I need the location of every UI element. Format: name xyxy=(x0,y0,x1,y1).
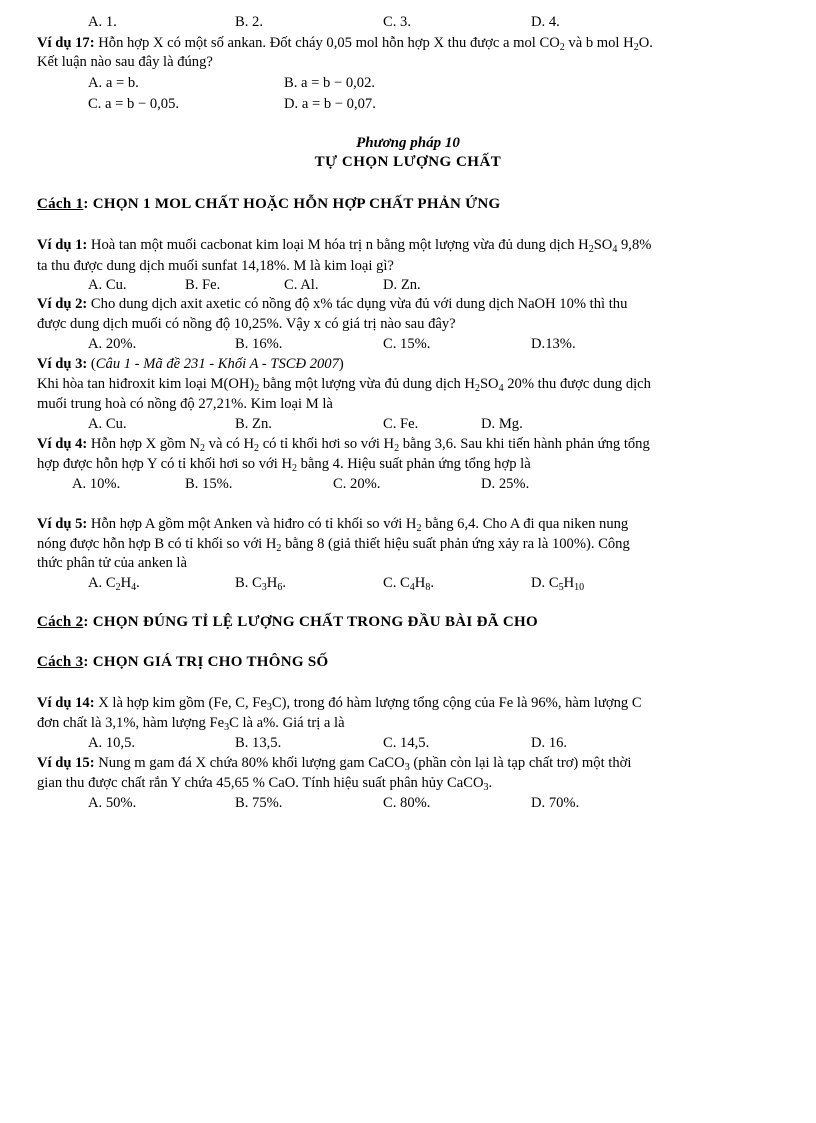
option-b: B. 2. xyxy=(235,14,263,30)
vd15-line-2: gian thu được chất rắn Y chứa 45,65 % CaO. Tính hiệu suất phân hủy CaCO$_3$. xyxy=(37,775,493,793)
vd4-line-1: Ví dụ 4: Hỗn hợp X gồm $N_2$ và có $H_2$ có tỉ khối hơi so với $H_2$ bằng 3,6. Sau khi tiến hành phản ứng tổng xyxy=(37,436,650,454)
vd17-option-c: C. a = b − 0,05. xyxy=(88,96,180,112)
vd15-option-a: A. 50%. xyxy=(88,795,137,811)
vd15-option-d: D. 70%. xyxy=(531,795,580,811)
vd15-option-c: C. 80%. xyxy=(383,795,431,811)
option-d: D. 4. xyxy=(531,14,560,30)
vd3-line-3: muối trung hoà có nồng độ 27,21%. Kim loại M là xyxy=(37,396,333,412)
vd5-line-3: thức phân tử của anken là xyxy=(37,555,187,571)
vd1-line-1: Ví dụ 1: Hoà tan một muối cacbonat kim loại M hóa trị n bằng một lượng vừa đủ dung dịch $H_2SO_4$ 9,8% xyxy=(37,237,652,255)
vd14-option-b: B. 13,5. xyxy=(235,735,282,751)
method-title: Phương pháp 10 xyxy=(356,135,460,151)
vd3-option-d: D. Mg. xyxy=(481,416,523,432)
vd17-label: Ví dụ 17: xyxy=(37,35,95,51)
vd5-line-1: Ví dụ 5: Hỗn hợp A gồm một Anken và hiđro có tỉ khối so với $H_2$ bằng 6,4. Cho A đi qua niken nung xyxy=(37,516,629,534)
vd1-option-d: D. Zn. xyxy=(383,277,421,293)
vd3-option-a: A. Cu. xyxy=(88,416,127,432)
cach3-heading: Cách 3: CHỌN GIÁ TRỊ CHO THÔNG SỐ xyxy=(37,654,329,670)
vd17-option-b: B. a = b − 0,02. xyxy=(284,75,376,91)
vd14-option-a: A. 10,5. xyxy=(88,735,136,751)
vd4-option-d: D. 25%. xyxy=(481,476,530,492)
vd14-option-d: D. 16. xyxy=(531,735,568,751)
vd3-option-b: B. Zn. xyxy=(235,416,272,432)
option-a: A. 1. xyxy=(88,14,117,30)
vd4-line-2: hợp được hỗn hợp Y có tỉ khối hơi so với $H_2$ bằng 4. Hiệu suất phản ứng tổng hợp là xyxy=(37,456,531,474)
vd5-option-c: C. $C_4H_8$. xyxy=(383,575,434,593)
vd5-option-d: D. $C_5H_{10}$ xyxy=(531,575,585,593)
vd14-line-1: Ví dụ 14: X là hợp kim gồm (Fe, C, $Fe_3C$), trong đó hàm lượng tổng cộng của Fe là 96%, hàm lượng C xyxy=(37,695,642,713)
vd17-line-2: Kết luận nào sau đây là đúng? xyxy=(37,54,213,70)
vd5-option-b: B. $C_3H_6$. xyxy=(235,575,286,593)
vd1-line-2: ta thu được dung dịch muối sunfat 14,18%. M là kim loại gì? xyxy=(37,258,394,274)
vd3-reference: Câu 1 - Mã đề 231 - Khối A - TSCĐ 2007 xyxy=(95,356,339,372)
vd1-option-a: A. Cu. xyxy=(88,277,127,293)
cach1-heading: Cách 1: CHỌN 1 MOL CHẤT HOẶC HỖN HỢP CHẤT PHẢN ỨNG xyxy=(37,196,501,212)
vd3-option-c: C. Fe. xyxy=(383,416,419,432)
vd1-option-c: C. Al. xyxy=(284,277,319,293)
vd15-line-1: Ví dụ 15: Nung m gam đá X chứa 80% khối lượng gam CaCO$_3$ (phần còn lại là tạp chất trơ) một thời xyxy=(37,755,632,773)
vd17-line-1: Ví dụ 17: Hỗn hợp X có một số ankan. Đốt cháy 0,05 mol hỗn hợp X thu được a mol $CO_2$ và b mol $H_2O$. xyxy=(37,35,653,53)
vd4-option-c: C. 20%. xyxy=(333,476,381,492)
method-subtitle: TỰ CHỌN LƯỢNG CHẤT xyxy=(314,154,502,170)
cach2-heading: Cách 2: CHỌN ĐÚNG TỈ LỆ LƯỢNG CHẤT TRONG ĐẦU BÀI ĐÃ CHO xyxy=(37,614,538,630)
option-c: C. 3. xyxy=(383,14,411,30)
vd2-option-d: D.13%. xyxy=(531,336,576,352)
vd14-option-c: C. 14,5. xyxy=(383,735,430,751)
vd4-option-a: A. 10%. xyxy=(72,476,121,492)
vd2-option-c: C. 15%. xyxy=(383,336,431,352)
vd5-option-a: A. $C_2H_4$. xyxy=(88,575,140,593)
vd2-option-b: B. 16%. xyxy=(235,336,283,352)
vd3-line-1: Ví dụ 3: (Câu 1 - Mã đề 231 - Khối A - TSCĐ 2007) xyxy=(37,356,344,372)
vd17-option-a: A. a = b. xyxy=(88,75,139,91)
vd15-option-b: B. 75%. xyxy=(235,795,283,811)
vd17-option-d: D. a = b − 0,07. xyxy=(284,96,376,112)
vd2-line-2: được dung dịch muối có nồng độ 10,25%. Vậy x có giá trị nào sau đây? xyxy=(37,316,456,332)
vd14-line-2: đơn chất là 3,1%, hàm lượng $Fe_3C$ là a%. Giá trị a là xyxy=(37,715,345,733)
vd2-line-1: Ví dụ 2: Cho dung dịch axit axetic có nồng độ x% tác dụng vừa đủ với dung dịch NaOH 10% thì thu xyxy=(37,296,628,312)
vd2-option-a: A. 20%. xyxy=(88,336,137,352)
vd3-line-2: Khi hòa tan hiđroxit kim loại $M(OH)_2$ bằng một lượng vừa đủ dung dịch $H_2SO_4$ 20% thu được dung dịch xyxy=(37,376,651,394)
vd1-option-b: B. Fe. xyxy=(185,277,221,293)
vd5-line-2: nóng được hỗn hợp B có tỉ khối so với $H_2$ bằng 8 (giả thiết hiệu suất phản ứng xảy ra là 100%). Công xyxy=(37,536,630,554)
vd4-option-b: B. 15%. xyxy=(185,476,233,492)
